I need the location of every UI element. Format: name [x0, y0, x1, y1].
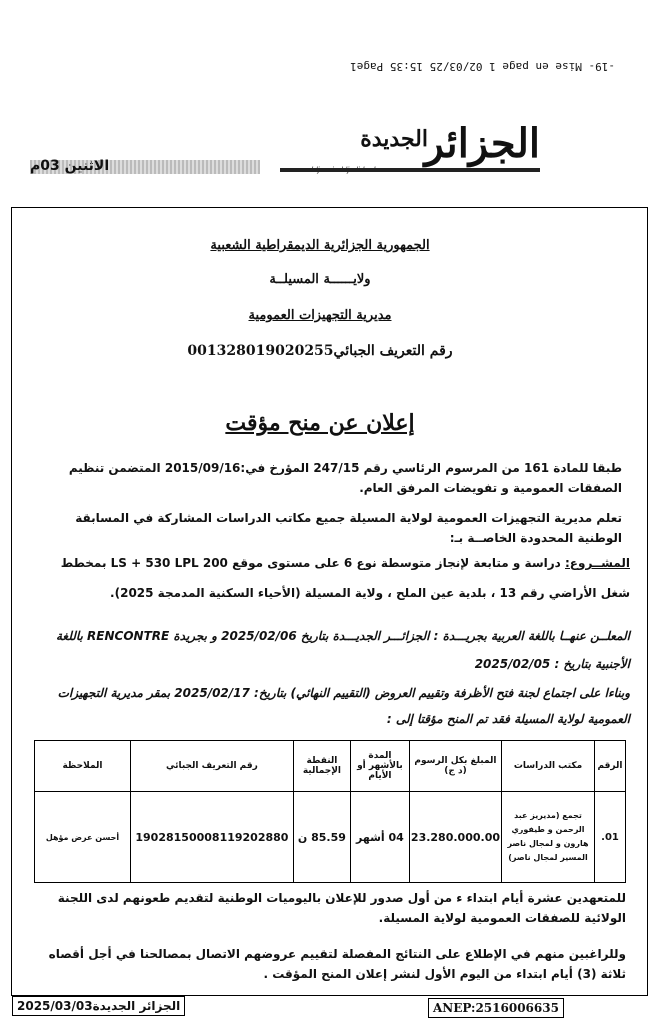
footer-newspaper-date: الجزائر الجديدة2025/03/03: [12, 996, 185, 1016]
cell-study-office: تجمع (مديريز عبد الرحمن و طيفوري هارون و لمجال ناصر المسير لمجال ناصر): [502, 792, 595, 883]
col-duration: المدة بالأشهر أو الأيام: [350, 741, 409, 792]
table-row: [35, 792, 626, 883]
col-number: الرقم: [595, 741, 626, 792]
paragraph-legal-basis: طبقا للمادة 161 من المرسوم الرئاسي رقم 247/15 المؤرخ في:2015/09/16 المتضمن تنظيم الصفقات العمومية و تفويضات المرفق العام.: [68, 461, 622, 495]
cell-remark: أحسن عرض مؤهل: [35, 792, 131, 883]
cell-amount: 23.280.000.00: [409, 792, 501, 883]
paragraph-announcement: تعلم مديرية التجهيزات العمومية لولاية المسيلة جميع مكاتب الدراسات المشاركة في المسابقة الوطنية المحدودة الخاصــة بـ:: [75, 511, 622, 545]
col-tax-id: رقم التعريف الجبائي: [130, 741, 293, 792]
project-description: [30, 548, 630, 608]
publication-info: المعلــن عنهــا باللغة العربية بجريـــدة : الجزائـــر الجديـــدة بتاريخ 2025/02/06 و بجريدة RENCONTRE باللغة الأجنبية بتاريخ : 2025/02/05: [56, 629, 630, 671]
col-total-score: النقطة الإجمالية: [293, 741, 350, 792]
republic-heading: الجمهورية الجزائرية الديمقراطية الشعبية: [210, 238, 430, 253]
project-text: دراسة و متابعة لإنجاز متوسطة نوع 6 على مستوى موقع 200 LS + 530 LPL بمخطط شغل الأراضي رقم 13 ، بلدية عين الملح ، ولاية المسيلة (الأحياء السكنية المدمجة 2025).: [60, 556, 630, 600]
masthead-name-main: الجزائر: [424, 120, 540, 167]
wilaya-heading: ولايــــــة المسيلــة: [269, 272, 371, 287]
notice-title: إعلان عن منح مؤقت: [225, 410, 415, 436]
cell-total-score: 85.59 ن: [293, 792, 350, 883]
masthead-rule: [280, 168, 540, 172]
masthead-name-sub: الجديدة: [360, 126, 428, 152]
directorate-heading: مديرية التجهيزات العمومية: [248, 308, 392, 323]
footer-anep: ANEP:2516006635: [428, 998, 564, 1018]
col-remark: الملاحظة: [35, 741, 131, 792]
evaluation-info: وبناءا على اجتماع لجنة فتح الأظرفة وتقييم العروض (التقييم النهائي) بتاريخ: 2025/02/17 بمقر مديرية التجهيزات العمومية لولاية المسيلة فقد تم المنح مؤقتا إلى :: [57, 686, 630, 726]
cell-duration: 04 أشهر: [350, 792, 409, 883]
col-amount: المبلغ بكل الرسوم (د ج): [409, 741, 501, 792]
paragraph-appeals: للمتعهدين عشرة أيام ابتداء ء من أول صدور للإعلان باليوميات الوطنية لتقديم طعونهم لدى اللجنة الولائية للصفقات العمومية لولاية المسيلة.: [57, 891, 626, 925]
cell-number: 01.: [595, 792, 626, 883]
tax-id: رقم التعريف الجبائي001328019020255: [187, 343, 453, 359]
award-table: [34, 740, 626, 883]
paragraph-consultation: وللراغبين منهم في الإطلاع على النتائج المفصلة لتقييم عروضهم الاتصال بمصالحنا في أجل أقصاه ثلاثة (3) أيام ابتداء من اليوم الأول لنشر إعلان المنح المؤقت .: [48, 947, 626, 981]
fax-header: -19- Mise en page 1 02/03/25 15:35 Page1: [350, 60, 615, 73]
cell-tax-id: 190281500081192028​80: [130, 792, 293, 883]
col-study-office: مكتب الدراسات: [502, 741, 595, 792]
table-header-row: [35, 741, 626, 792]
project-label: المشــروع:: [565, 556, 630, 570]
issue-day: الاثنين 03م: [30, 158, 110, 174]
